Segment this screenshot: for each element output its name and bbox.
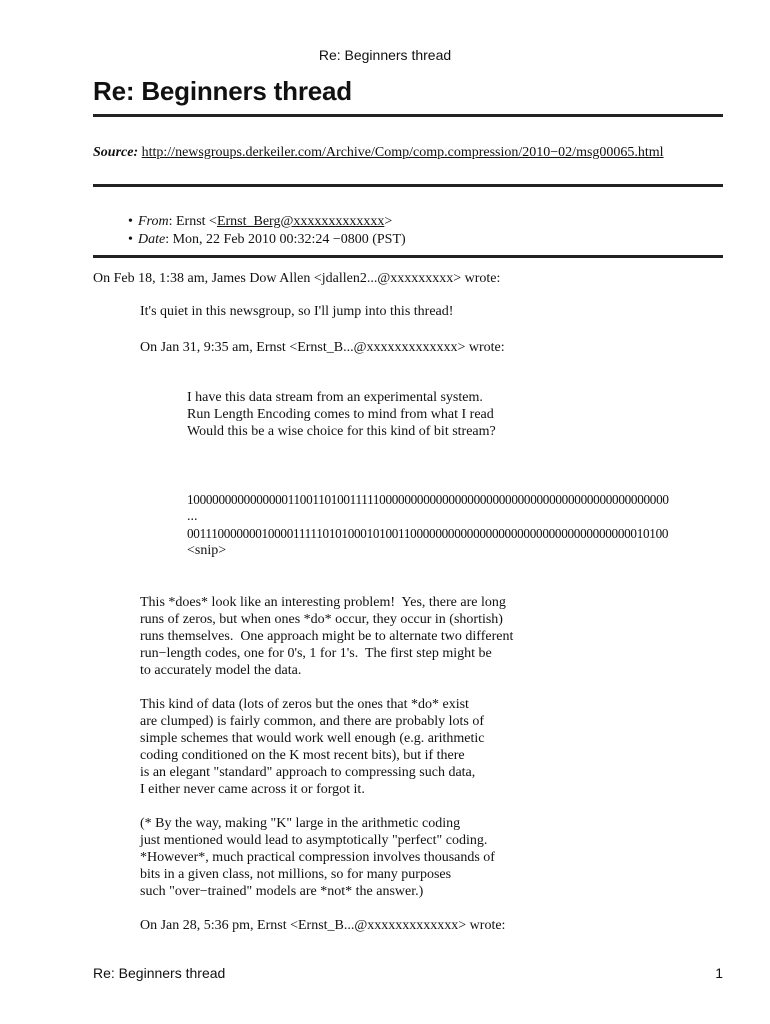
body-line: runs of zeros, but when ones *do* occur, they occur in (shortish)	[140, 612, 503, 627]
body-line: *However*, much practical compression involves thousands of	[140, 850, 495, 865]
quote-attribution: On Feb 18, 1:38 am, James Dow Allen <jdallen2...@xxxxxxxxx> wrote:	[93, 271, 501, 286]
from-header: • From: Ernst <Ernst_Berg@xxxxxxxxxxxxx>	[93, 213, 406, 231]
body-line: Would this be a wise choice for this kind of bit stream?	[187, 424, 496, 439]
date-label: Date	[138, 232, 166, 247]
source-label: Source:	[93, 145, 139, 160]
date-value: Mon, 22 Feb 2010 00:32:24 −0800 (PST)	[172, 232, 406, 247]
body-line: such "over−trained" models are *not* the answer.)	[140, 884, 424, 899]
source-rule	[93, 184, 723, 187]
from-label: From	[138, 214, 169, 229]
body-line: (* By the way, making "K" large in the arithmetic coding	[140, 816, 461, 831]
running-header: Re: Beginners thread	[318, 47, 452, 63]
date-header: • Date: Mon, 22 Feb 2010 00:32:24 −0800 (PST)	[93, 231, 406, 249]
body-line: This kind of data (lots of zeros but the ones that *do* exist	[140, 697, 469, 712]
source-line	[93, 145, 664, 161]
bitstream-line: 10000000000000001100110100111110000000000000000000000000000000000000000000000	[187, 492, 669, 507]
source-link[interactable]: http://newsgroups.derkeiler.com/Archive/Comp/comp.compression/2010−02/msg00065.html	[141, 145, 664, 160]
quote-attribution: On Jan 28, 5:36 pm, Ernst <Ernst_B...@xxxxxxxxxxxxx> wrote:	[140, 918, 506, 933]
body-line: run−length codes, one for 0's, 1 for 1's. The first step might be	[140, 646, 492, 661]
body-line: are clumped) is fairly common, and there are probably lots of	[140, 714, 485, 729]
body-line: simple schemes that would work well enough (e.g. arithmetic	[140, 731, 485, 746]
body-line: just mentioned would lead to asymptotically "perfect" coding.	[140, 833, 488, 848]
running-footer	[93, 965, 723, 981]
message-headers	[93, 213, 406, 249]
page-number: 1	[715, 965, 723, 981]
body-line: to accurately model the data.	[140, 663, 302, 678]
body-line: ...	[187, 509, 198, 524]
body-line: I have this data stream from an experimental system.	[187, 390, 483, 405]
quote-attribution: On Jan 31, 9:35 am, Ernst <Ernst_B...@xxxxxxxxxxxxx> wrote:	[140, 340, 505, 355]
from-close: >	[384, 214, 393, 229]
title-rule	[93, 114, 723, 117]
body-line: Run Length Encoding comes to mind from what I read	[187, 407, 494, 422]
body-line: runs themselves. One approach might be to alternate two different	[140, 629, 514, 644]
from-name: Ernst <	[175, 214, 217, 229]
body-line: <snip>	[187, 543, 227, 558]
page-title: Re: Beginners thread	[93, 76, 352, 106]
footer-title: Re: Beginners thread	[93, 965, 226, 981]
body-line: bits in a given class, not millions, so for many purposes	[140, 867, 452, 882]
body-line: It's quiet in this newsgroup, so I'll jump into this thread!	[140, 304, 454, 319]
body-line: is an elegant "standard" approach to compressing such data,	[140, 765, 476, 780]
body-line: I either never came across it or forgot it.	[140, 782, 365, 797]
header-rule	[93, 255, 723, 258]
bitstream-line: 00111000000010000111110101000101001100000000000000000000000000000000000010100	[187, 526, 669, 541]
body-line: coding conditioned on the K most recent bits), but if there	[140, 748, 465, 763]
body-line: This *does* look like an interesting problem! Yes, there are long	[140, 595, 506, 610]
from-email-link[interactable]: Ernst_Berg@xxxxxxxxxxxxx	[216, 214, 385, 229]
